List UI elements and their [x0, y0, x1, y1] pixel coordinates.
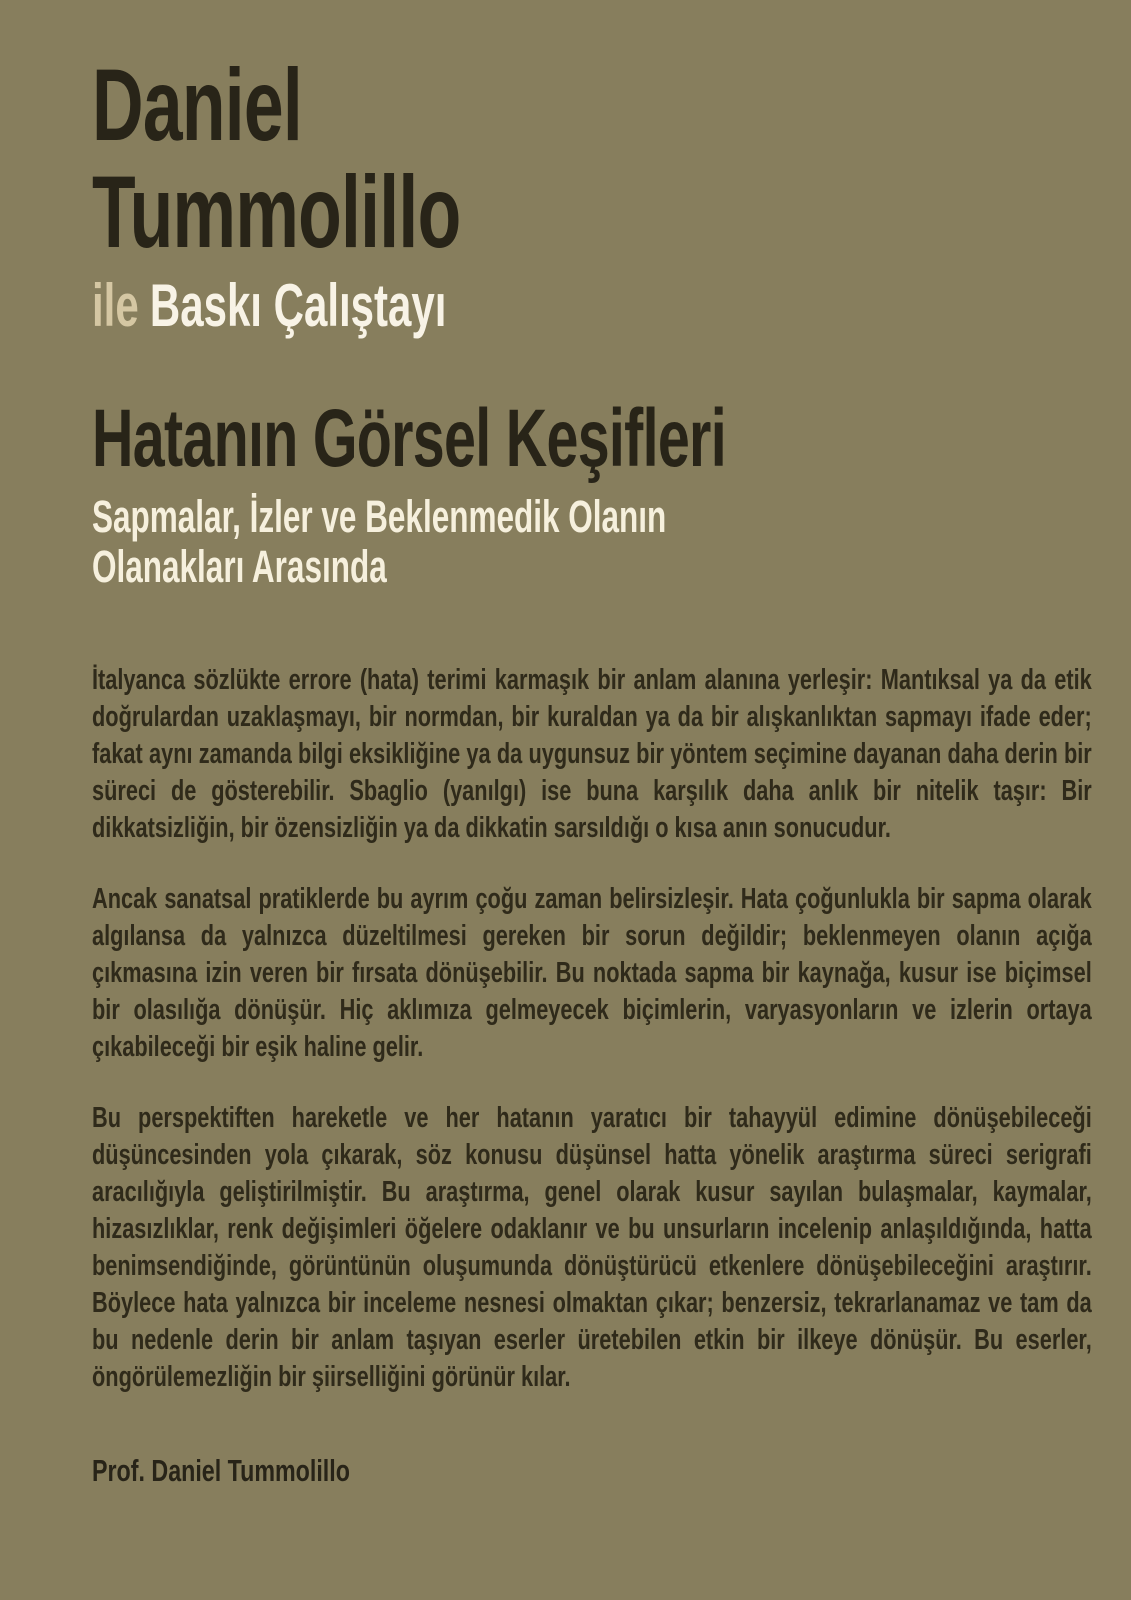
signature: Prof. Daniel Tummolillo	[92, 1453, 350, 1488]
workshop-prefix: ile	[92, 272, 139, 339]
artist-name-line1: Daniel	[92, 48, 303, 162]
event-title: Hatanın Görsel Keşifleri	[92, 393, 726, 484]
artist-name	[92, 48, 1093, 269]
body-text	[92, 662, 1092, 1396]
paragraph-artistic-ambiguity: Ancak sanatsal pratiklerde bu ayrım çoğu zaman belirsizleşir. Hata çoğunlukla bir sapma olarak algılansa da yalnızca düzeltilmesi gereken bir sorun değildir; beklenmeyen olanın açığa çıkmasına izin veren bir fırsata dönüşebilir. Bu noktada sapma bir kaynağa, kusur ise biçimsel bir olasılığa dönüşür. Hiç aklımıza gelmeyecek biçimlerin, varyasyonların ve izlerin ortaya çıkabileceği bir eşik haline gelir.	[92, 883, 1092, 1063]
paragraph-error-definition: İtalyanca sözlükte errore (hata) terimi karmaşık bir anlam alanına yerleşir: Mantıksal ya da etik doğrulardan uzaklaşmayı, bir normdan, bir kuraldan ya da bir alışkanlıktan sapmayı ifade eder; fakat aynı zamanda bilgi eksikliğine ya da uygunsuz bir yöntem seçimine dayanan daha derin bir süreci de gösterebilir. Sbaglio (yanılgı) ise buna karşılık daha anlık bir nitelik taşır: Bir dikkatsizliğin, bir özensizliğin ya da dikkatin sarsıldığı o kısa anın sonucudur.	[92, 664, 1092, 844]
workshop-subtitle	[92, 274, 1093, 338]
event-subtitle	[92, 492, 1093, 592]
paragraph-research-method: Bu perspektiften hareketle ve her hatanın yaratıcı bir tahayyül edimine dönüşebileceği düşüncesinden yola çıkarak, söz konusu düşünsel hatta yönelik araştırma süreci serigrafi aracılığıyla geliştirilmiştir. Bu araştırma, genel olarak kusur sayılan bulaşmalar, kaymalar, hizasızlıklar, renk değişimleri öğelere odaklanır ve bu unsurların incelenip anlaşıldığında, hatta benimsendiğinde, görüntünün oluşumunda dönüştürücü etkenlere dönüşebileceğini araştırır. Böylece hata yalnızca bir inceleme nesnesi olmaktan çıkar; benzersiz, tekrarlanamaz ve tam da bu nedenle derin bir anlam taşıyan eserler üretebilen etkin bir ilkeye dönüşür. Bu eserler, öngörülemezliğin bir şiirselliğini görünür kılar.	[92, 1102, 1092, 1393]
artist-name-line2: Tummolillo	[92, 155, 461, 269]
poster-content	[92, 0, 1092, 1489]
event-subtitle-line1: Sapmalar, İzler ve Beklenmedik Olanın	[92, 491, 667, 542]
event-subtitle-line2: Olanakları Arasında	[92, 541, 387, 592]
workshop-title: Baskı Çalıştayı	[149, 272, 447, 339]
